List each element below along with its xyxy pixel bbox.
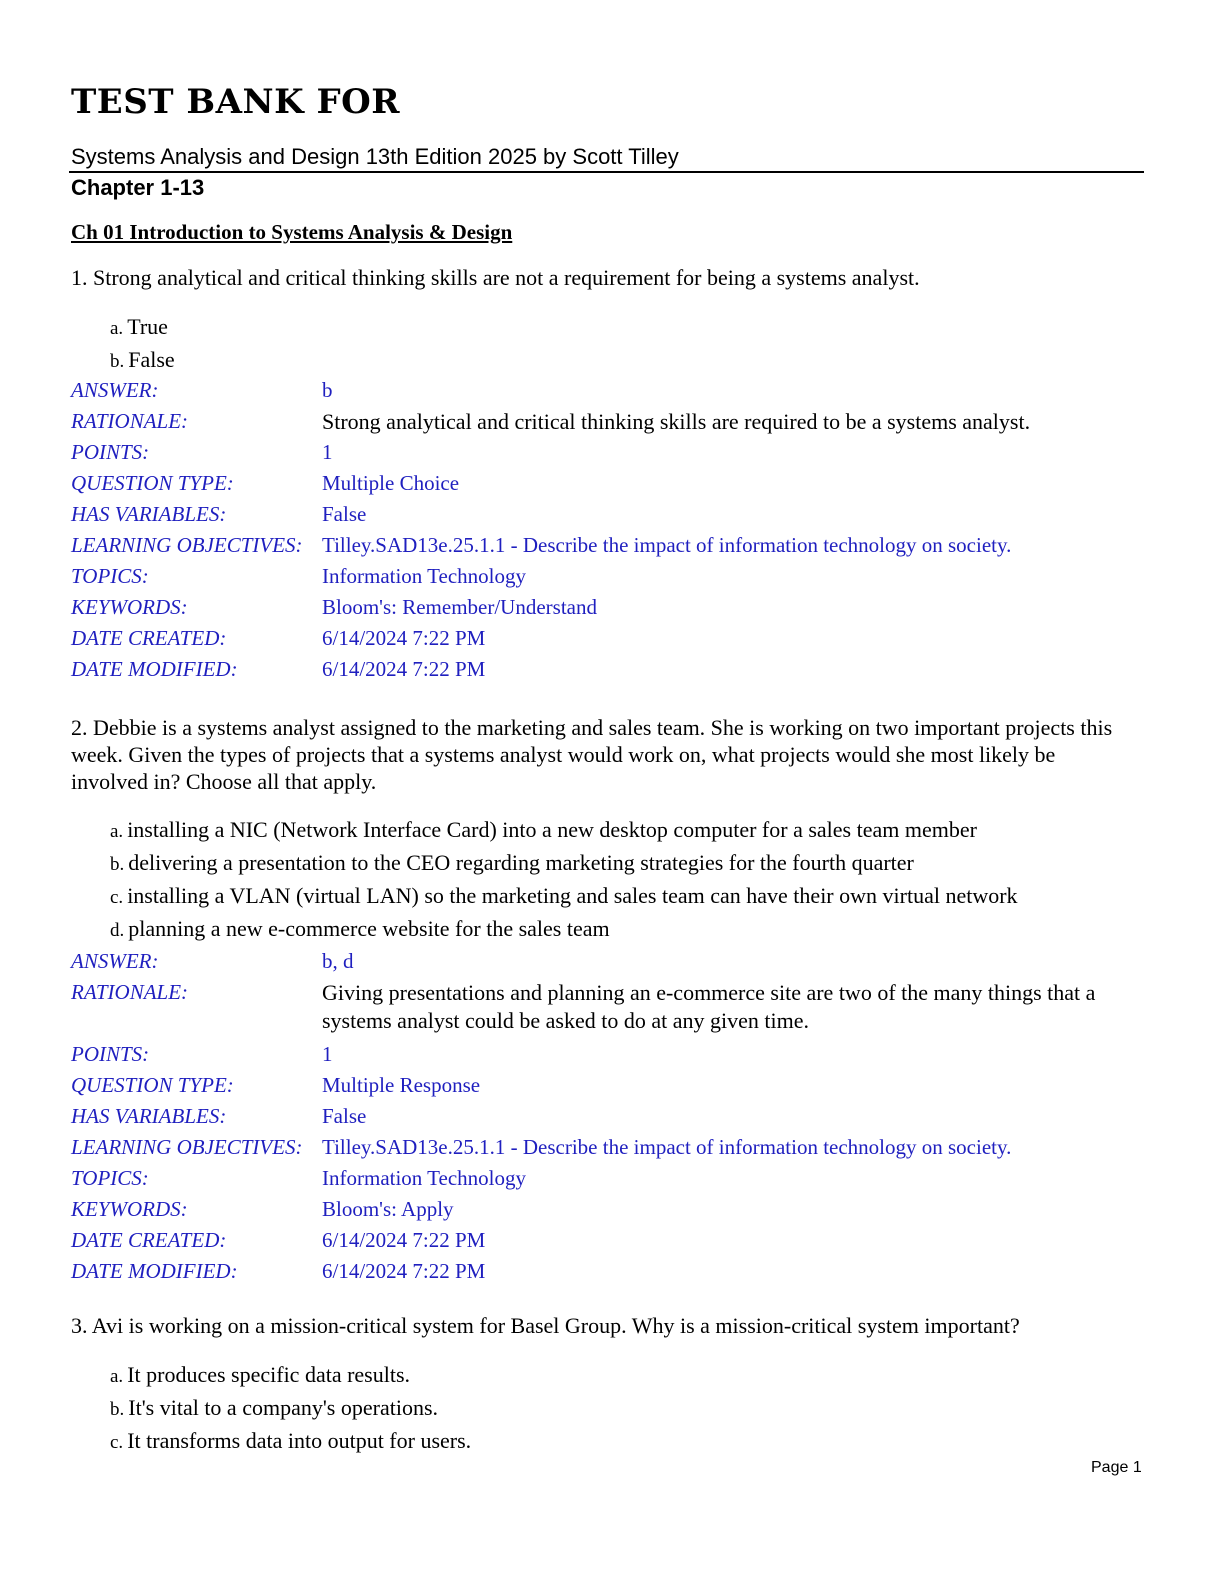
option-text: planning a new e-commerce website for the sales team (128, 916, 610, 941)
has-variables-row (71, 1101, 1171, 1132)
question-type-row (71, 468, 1171, 499)
date-created-value: 6/14/2024 7:22 PM (322, 626, 486, 650)
option (110, 846, 1170, 879)
keywords-row (71, 592, 1171, 623)
learning-objectives-label: LEARNING OBJECTIVES: (71, 1135, 303, 1159)
book-title: Systems Analysis and Design 13th Edition 2025 by Scott Tilley (71, 144, 679, 169)
rationale-row (71, 406, 1171, 437)
option-letter: c. (110, 887, 124, 908)
option-letter: b. (110, 854, 125, 875)
answer-row (71, 375, 1171, 406)
has-variables-label: HAS VARIABLES: (71, 502, 227, 526)
points-row (71, 437, 1171, 468)
question-2-text: 2. Debbie is a systems analyst assigned to the marketing and sales team. She is working on two important projects this week. Given the types of projects that a systems analyst would work on, what projects would she most likely be involved in? Choose all that apply. (71, 715, 1113, 794)
answer-row (71, 946, 1171, 977)
question-type-label: QUESTION TYPE: (71, 1073, 234, 1097)
question-type-label: QUESTION TYPE: (71, 471, 234, 495)
chapter-range: Chapter 1-13 (71, 175, 205, 200)
has-variables-row (71, 499, 1171, 530)
date-modified-label: DATE MODIFIED: (71, 657, 238, 681)
learning-objectives-label: LEARNING OBJECTIVES: (71, 533, 303, 557)
has-variables-value: False (322, 502, 367, 526)
question-3-text: 3. Avi is working on a mission-critical system for Basel Group. Why is a mission-critical system important? (71, 1313, 1020, 1338)
option (110, 813, 1170, 846)
points-value: 1 (322, 440, 333, 464)
option (110, 1391, 1170, 1424)
option-letter: a. (110, 821, 124, 842)
option-text: installing a VLAN (virtual LAN) so the marketing and sales team can have their own virtual network (127, 883, 1018, 908)
date-modified-row (71, 1256, 1171, 1287)
option-letter: d. (110, 920, 125, 941)
date-created-label: DATE CREATED: (71, 1228, 227, 1252)
question-1-options (110, 310, 1170, 376)
option-letter: b. (110, 1399, 125, 1420)
answer-value: b, d (322, 949, 354, 973)
question-2-options (110, 813, 1170, 945)
question-type-row (71, 1070, 1171, 1101)
option-text: True (127, 314, 168, 339)
header-rule (69, 171, 1144, 173)
option (110, 1358, 1170, 1391)
option-letter: a. (110, 318, 124, 339)
rationale-label: RATIONALE: (71, 409, 189, 433)
points-label: POINTS: (71, 440, 150, 464)
option (110, 310, 1170, 343)
points-label: POINTS: (71, 1042, 150, 1066)
rationale-value: Strong analytical and critical thinking skills are required to be a systems analyst. (322, 409, 1031, 434)
learning-objectives-row (71, 1132, 1171, 1163)
option-letter: a. (110, 1366, 124, 1387)
option (110, 912, 1170, 945)
option (110, 879, 1170, 912)
topics-value: Information Technology (322, 1166, 527, 1190)
option-text: It's vital to a company's operations. (128, 1395, 439, 1420)
document-title: TEST BANK FOR (71, 82, 401, 122)
has-variables-label: HAS VARIABLES: (71, 1104, 227, 1128)
question-1-metadata (71, 375, 1171, 685)
question-2-metadata (71, 946, 1171, 1287)
option-letter: b. (110, 351, 125, 372)
date-created-label: DATE CREATED: (71, 626, 227, 650)
page-number: Page 1 (1091, 1459, 1142, 1476)
answer-label: ANSWER: (71, 378, 159, 402)
topics-row (71, 561, 1171, 592)
option-text: False (128, 347, 175, 372)
learning-objectives-value: Tilley.SAD13e.25.1.1 - Describe the impact of information technology on society. (322, 1135, 1012, 1159)
date-modified-row (71, 654, 1171, 685)
chapter-heading: Ch 01 Introduction to Systems Analysis & Design (71, 220, 513, 244)
keywords-label: KEYWORDS: (71, 595, 188, 619)
option-letter: c. (110, 1432, 124, 1453)
question-1-text: 1. Strong analytical and critical thinking skills are not a requirement for being a systems analyst. (71, 265, 920, 290)
date-created-row (71, 623, 1171, 654)
points-value: 1 (322, 1042, 333, 1066)
topics-label: TOPICS: (71, 1166, 149, 1190)
option-text: It transforms data into output for users. (127, 1428, 472, 1453)
option-text: installing a NIC (Network Interface Card) into a new desktop computer for a sales team member (127, 817, 977, 842)
rationale-label: RATIONALE: (71, 980, 189, 1004)
keywords-value: Bloom's: Apply (322, 1197, 454, 1221)
date-created-row (71, 1225, 1171, 1256)
option (110, 1424, 1170, 1457)
has-variables-value: False (322, 1104, 367, 1128)
keywords-value: Bloom's: Remember/Understand (322, 595, 597, 619)
rationale-row (71, 977, 1171, 1039)
question-3-options (110, 1358, 1170, 1457)
topics-label: TOPICS: (71, 564, 149, 588)
keywords-label: KEYWORDS: (71, 1197, 188, 1221)
learning-objectives-value: Tilley.SAD13e.25.1.1 - Describe the impact of information technology on society. (322, 533, 1012, 557)
question-type-value: Multiple Response (322, 1073, 481, 1097)
date-modified-value: 6/14/2024 7:22 PM (322, 1259, 486, 1283)
date-modified-label: DATE MODIFIED: (71, 1259, 238, 1283)
answer-value: b (322, 378, 333, 402)
rationale-value: Giving presentations and planning an e-commerce site are two of the many things that a systems analyst could be asked to do at any given time. (322, 980, 1096, 1033)
points-row (71, 1039, 1171, 1070)
option-text: delivering a presentation to the CEO regarding marketing strategies for the fourth quarter (128, 850, 914, 875)
question-type-value: Multiple Choice (322, 471, 460, 495)
topics-value: Information Technology (322, 564, 527, 588)
date-modified-value: 6/14/2024 7:22 PM (322, 657, 486, 681)
learning-objectives-row (71, 530, 1171, 561)
option-text: It produces specific data results. (127, 1362, 411, 1387)
topics-row (71, 1163, 1171, 1194)
option (110, 343, 1170, 376)
answer-label: ANSWER: (71, 949, 159, 973)
keywords-row (71, 1194, 1171, 1225)
date-created-value: 6/14/2024 7:22 PM (322, 1228, 486, 1252)
